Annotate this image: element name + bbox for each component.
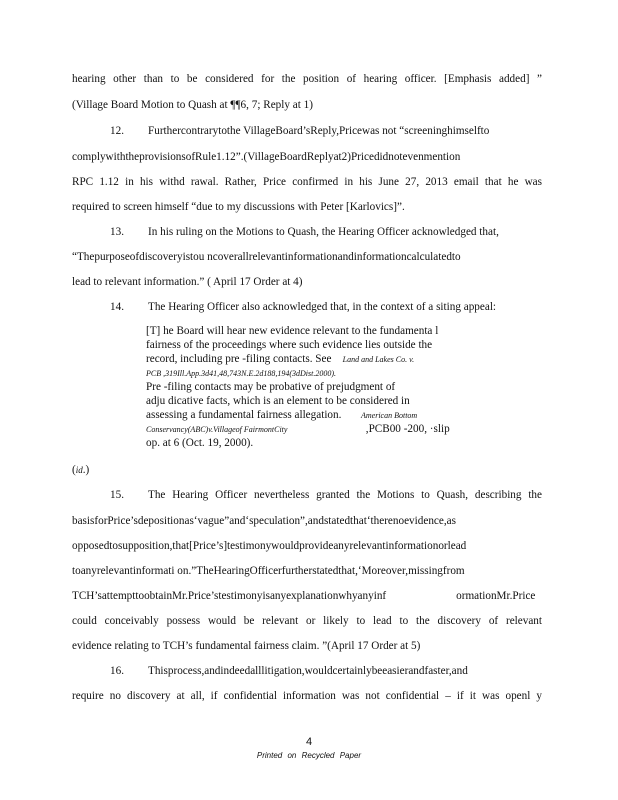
footer-note: Printed on Recycled Paper [256,751,362,760]
text-line: In his ruling on the Motions to Quash, the Hearing Officer acknowledged that, [148,226,499,238]
text-line: The Hearing Officer also acknowledged that, in the context of a siting appeal: [148,301,497,313]
text-line: basisforPrice’sdepositionas‘vague”and‘speculation”,andstatedthat‘therenoevidence,as [72,515,456,527]
text-line: Furthercontrarytothe VillageBoard’sReply,Pricewas not “screeninghimselfto [148,125,490,137]
case-citation: Conservancy(ABC)v.Villageof FairmontCity [146,425,288,434]
text-line: RPC 1.12 in his withd rawal. Rather, Price confirmed in his June 27, 2013 email that he was [72,176,542,188]
paragraph-13 [72,225,542,239]
paragraph-number: 16. [110,665,124,677]
case-citation: PCB ,319Ill.App.3d41,48,743N.E.2d188,194(3dDist.2000). [146,369,336,378]
text-line: require no discovery at all, if confidential information was not confidential – if it was openl y [72,690,542,702]
case-citation: Land and Lakes Co. v. [342,355,415,364]
paragraph-14 [72,300,542,314]
text-line: could conceivably possess would be relevant or likely to lead to the discovery of relevant [72,615,542,627]
paragraph-number: 15. [110,489,124,501]
text-line: Thisprocess,andindeedalllitigation,wouldcertainlybeeasierandfaster,and [148,665,468,677]
text-line: opposedtosupposition,that[Price’s]testimonywouldprovideanyrelevantinformationorlead [72,540,467,552]
block-quote-line: Conservancy(ABC)v.Villageof FairmontCity ,PCB00 -200, ·slip [146,423,450,435]
text-line: TCH’sattempttoobtainMr.Price’stestimonyisanyexplanationwhyanyinf ormationMr.Price [72,590,536,602]
block-quote-line: fairness of the proceedings where such evidence lies outside the [146,339,433,351]
text-line: required to screen himself “due to my discussions with Peter [Karlovics]”. [72,201,405,213]
block-quote-line: record, including pre -filing contacts. See Land and Lakes Co. v. [146,353,415,365]
block-quote-line: op. at 6 (Oct. 19, 2000). [146,437,254,449]
text-line: The Hearing Officer nevertheless granted the Motions to Quash, describing the [148,489,542,501]
text-line: lead to relevant information.” ( April 17 Order at 4) [72,276,303,288]
block-quote-line: assessing a fundamental fairness allegation. American Bottom [146,409,418,421]
text-line: hearing other than to be considered for the position of hearing officer. [Emphasis added] ” [72,73,542,85]
paragraph-12 [72,124,542,138]
block-quote-line: Pre -filing contacts may be probative of prejudgment of [146,381,396,393]
text-line: evidence relating to TCH’s fundamental fairness claim. ”(April 17 Order at 5) [72,640,421,652]
paragraph-number: 12. [110,125,124,137]
page-number: 4 [305,736,313,748]
text-line: “Thepurposeofdiscoveryistou ncoverallrelevantinformationandinformationcalculatedto [72,251,461,263]
text-line: (Village Board Motion to Quash at ¶¶6, 7; Reply at 1) [72,99,313,111]
paragraph-15 [72,488,542,502]
text-line: complywiththeprovisionsofRule1.12”.(VillageBoardReplyat2)Pricedidnotevenmention [72,151,461,163]
block-quote-line: adju dicative facts, which is an element to be considered in [146,395,410,407]
paragraph-number: 14. [110,301,124,313]
paragraph-16 [72,664,542,678]
paragraph-number: 13. [110,226,124,238]
block-quote-line [146,366,472,381]
text-line: toanyrelevantinformati on.”TheHearingOfficerfurtherstatedthat,‘Moreover,missingfrom [72,565,465,577]
case-citation: American Bottom [361,411,418,420]
block-quote-line: [T] he Board will hear new evidence relevant to the fundamenta l [146,325,439,337]
id-citation: (id.) [72,464,90,476]
